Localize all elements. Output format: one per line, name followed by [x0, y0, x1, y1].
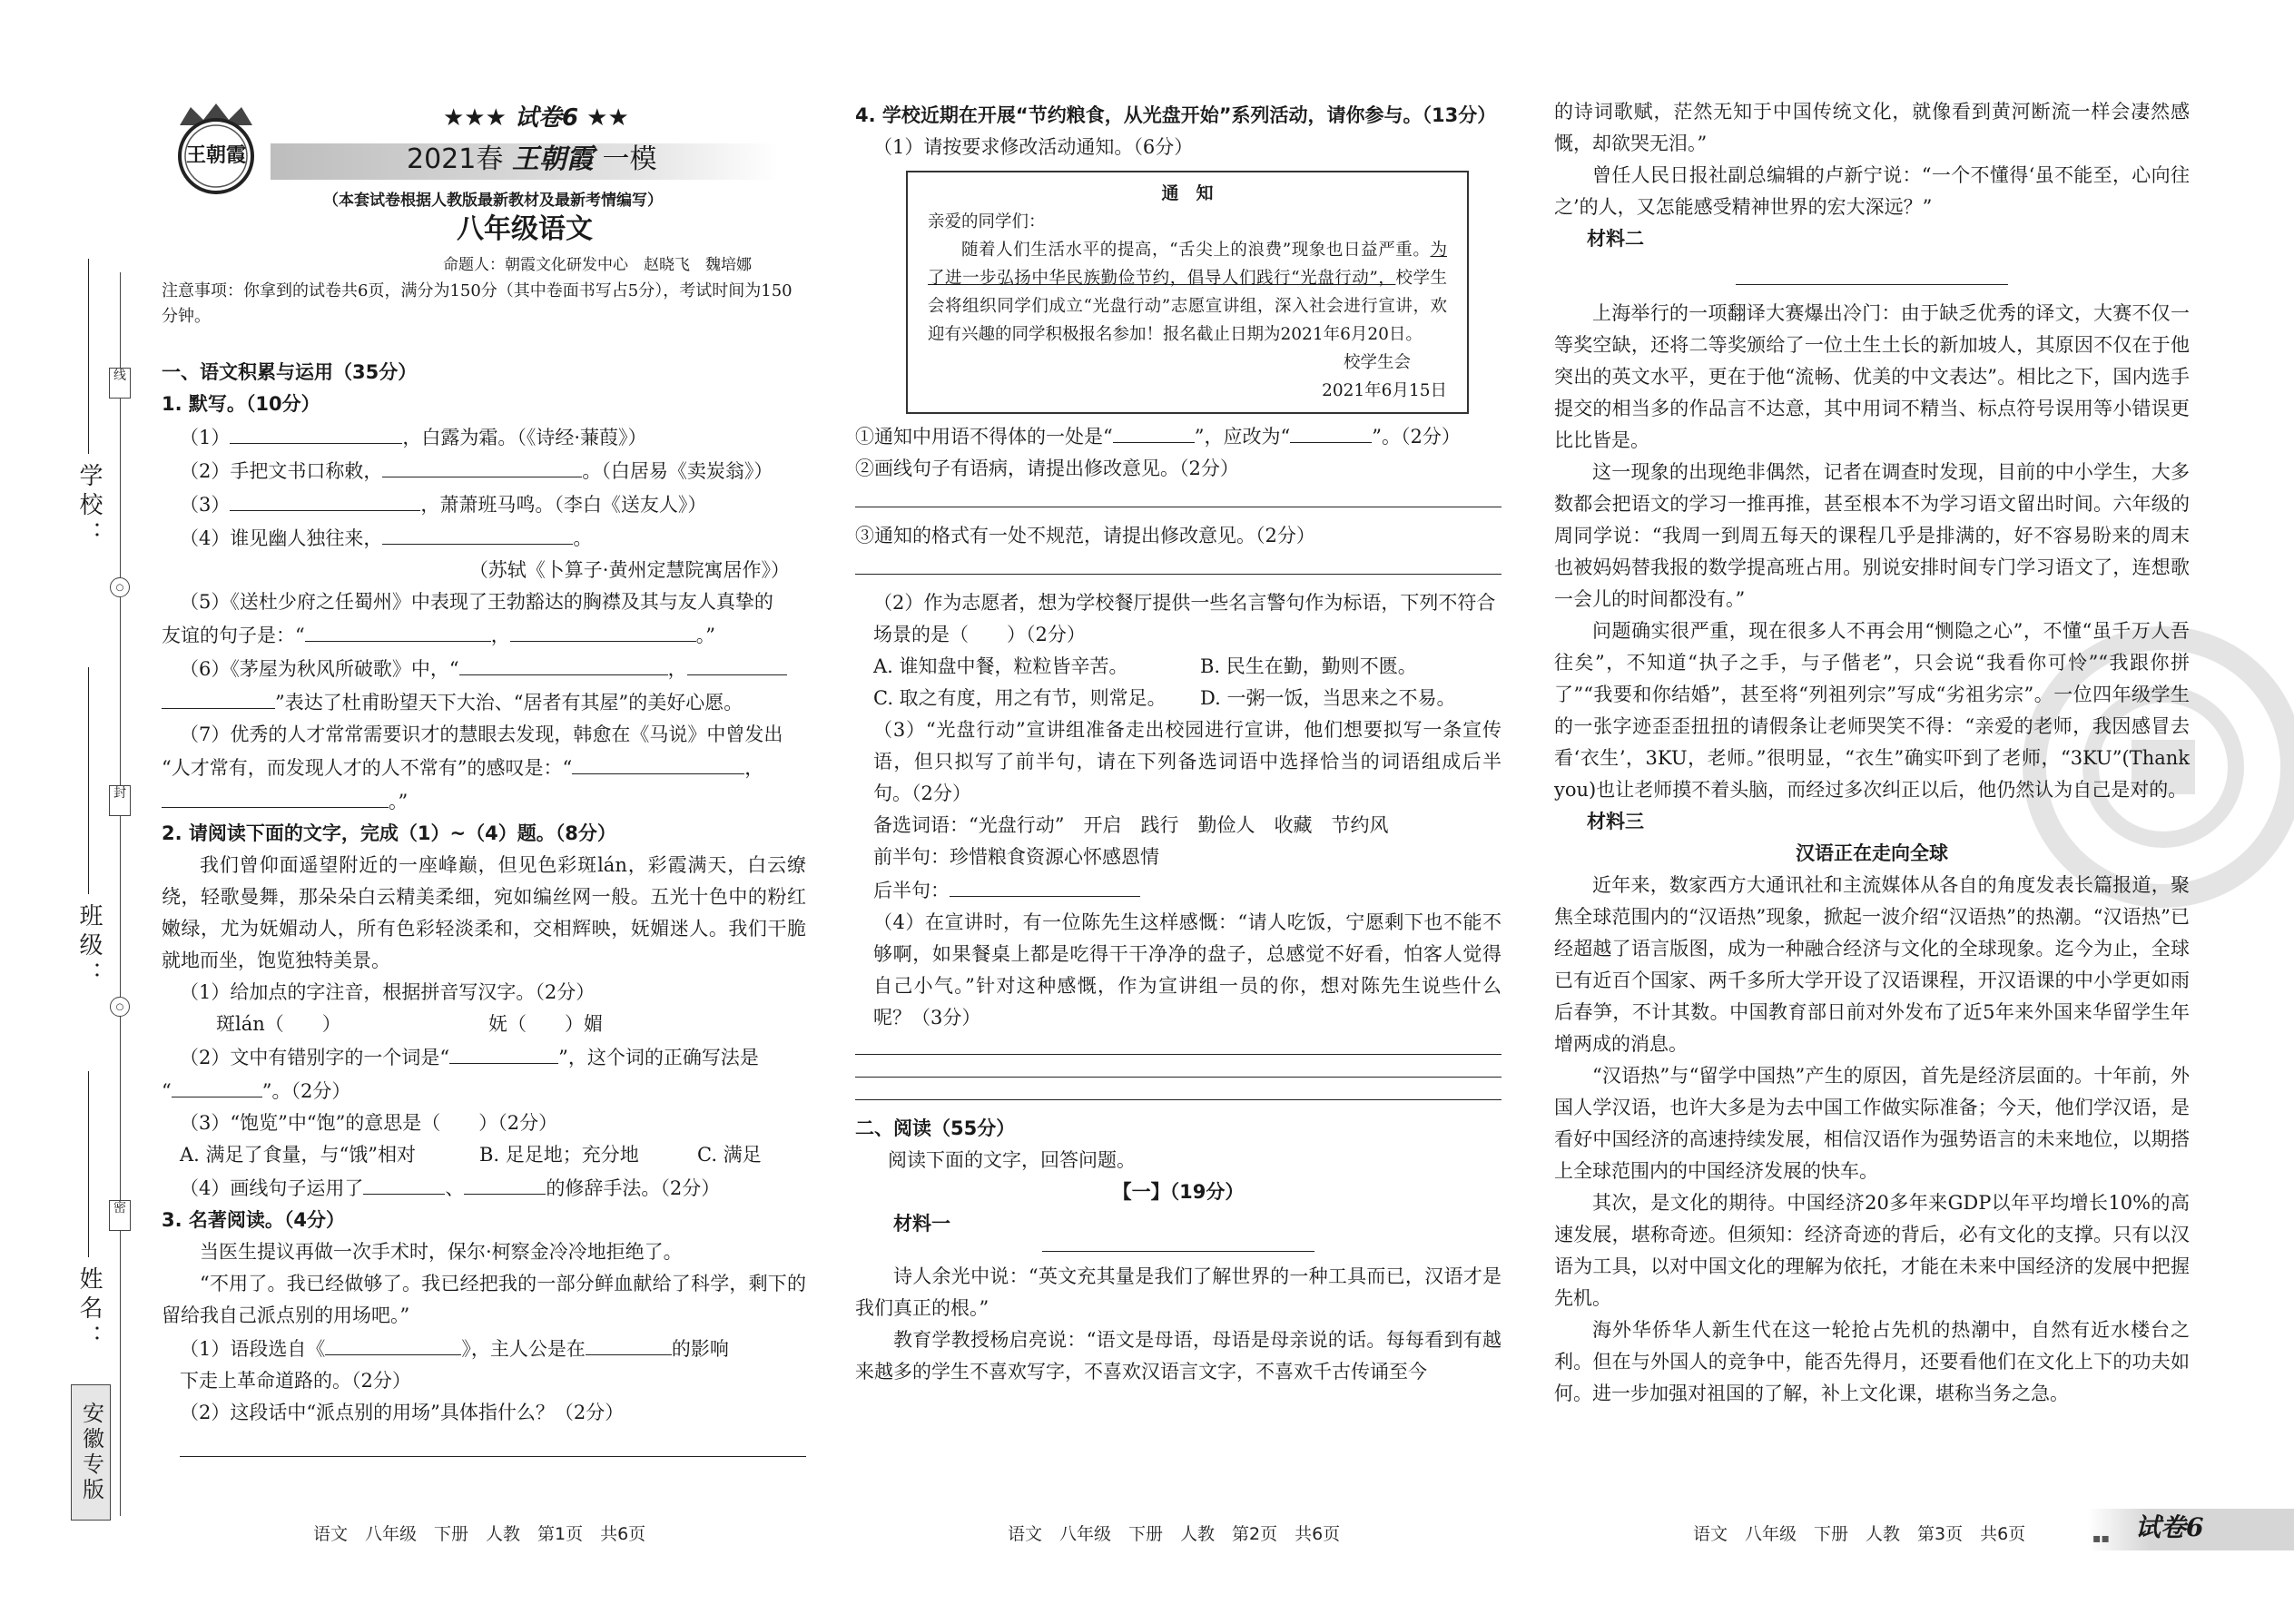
q1-6-blank-1[interactable] — [459, 652, 668, 675]
q4-4: （4）在宣讲时，有一位陈先生这样感慨：“请人吃饭，宁愿剩下也不能不够啊，如果餐桌上都是吃得干干净净的盘子，总感觉不好看，怕客人觉得自己小气。”针对这种感慨，作为宣讲组一员的你，想对陈先生说些什么呢？（3分） — [873, 911, 1501, 1029]
notice-signature: 校学生会 — [1343, 353, 1411, 372]
q4-3-blank[interactable] — [950, 873, 1140, 897]
material-1-p2: 教育学教授杨启亮说：“语文是母语，母语是母亲说的话。每每看到有越来越多的学生不喜欢写字，不喜欢汉语言文字，不喜欢千古传诵至今 — [855, 1329, 1501, 1383]
q2-4: （4）画线句子运用了 、 的修辞手法。（2分） — [162, 1171, 806, 1205]
q1-7-blank-2[interactable] — [162, 784, 389, 808]
subject-title: 八年级语文 — [457, 213, 593, 245]
q4-4-answer-line-2[interactable] — [855, 1077, 1501, 1078]
q1-6-blank-3[interactable] — [162, 685, 275, 709]
notice-date: 2021年6月15日 — [1322, 381, 1447, 400]
class-field[interactable] — [88, 667, 89, 894]
q1-1: （1） ，白露为霜。（《诗经·蒹葭》） — [162, 420, 806, 454]
q2-3-option-c[interactable]: C. 满足 — [697, 1144, 762, 1166]
notice-box — [906, 171, 1469, 414]
footer-page-3: 语文 八年级 下册 人教 第3页 共6页 — [1693, 1524, 2026, 1544]
q3-1: （1）语段选自《 》，主人公是在 的影响 — [162, 1332, 806, 1365]
exam-title-b: 一模 — [602, 143, 657, 175]
material-2-p3: 问题确实很严重，现在很多人不再会用“恻隐之心”，不懂“虽千万人吾往矣”，不知道“执子之手，与子偕老”，只会说“我看你可怜”“我跟你拼了”“我要和你结婚”，甚至将“列祖列宗”写成“劣祖劣宗”。一位四年级学生的一张字迹歪歪扭扭的请假条让老师哭笑不得：“亲爱的老师，我因感冒去看‘衣生’，3KU，老师。”很明显，“衣生”确实吓到了老师，“3KU”(Thank you)也让老师摸不着头脑，而经过多次纠正以后，他仍然认为自己是对的。 — [1554, 620, 2190, 801]
binding-strip — [0, 0, 163, 1624]
q2-title: 2. 请阅读下面的文字，完成（1）~（4）题。（8分） — [162, 822, 616, 844]
q4-3: （3）“光盘行动”宣讲组准备走出校园进行宣讲，他们想要拟写一条宣传语，但只拟写了前半句，请在下列备选词语中选择恰当的词语组成后半句。（2分） — [873, 719, 1501, 804]
authors: 命题人：朝霞文化研发中心 赵晓飞 魏培娜 — [443, 256, 752, 274]
material-2-p1: 上海举行的一项翻译大赛爆出冷门：由于缺乏优秀的译文，大赛不仅一等奖空缺，还将二等奖颁给了一位土生土长的新加坡人，其原因不仅在于他突出的英文水平，更在于他“流畅、优美的中文表达”。相比之下，国内选手提交的相当多的作品言不达意，其中用词不精当、标点符号误用等小错误更比比皆是。 — [1554, 302, 2190, 451]
q3-title: 3. 名著阅读。（4分） — [162, 1209, 346, 1231]
class-label: 班级： — [75, 903, 103, 990]
q1-2-blank[interactable] — [382, 454, 582, 477]
material-1-p3: 曾任人民日报社副总编辑的卢新宁说：“一个不懂得‘虽不能至，心向往之’的人，又怎能感受精神世界的宏大深远？” — [1554, 164, 2190, 218]
q4-1-1: ①通知中用语不得体的一处是“ ”，应改为“ ”。（2分） — [855, 419, 1501, 453]
name-field[interactable] — [88, 1071, 89, 1257]
notes — [162, 279, 806, 330]
q3-1b: 下走上革命道路的。（2分） — [180, 1370, 411, 1392]
notice-greeting: 亲爱的同学们： — [928, 212, 1046, 231]
material-2-heading: 材料二 — [1587, 228, 1644, 250]
q4-2-option-c[interactable]: C. 取之有度，用之有节，则常足。 — [873, 687, 1167, 709]
col1-body — [162, 357, 806, 1470]
material-3-p1: 近年来，数家西方大通讯社和主流媒体从各自的角度发表长篇报道，聚焦全球范围内的“汉语热”现象，掀起一波介绍“汉语热”的热潮。“汉语热”已经超越了语言版图，成为一种融合经济与文化的全球现象。迄今为止，全球已有近百个国家、两千多所大学开设了汉语课程，开汉语课的中小学更如雨后春笋，不计其数。中国教育部日前对外发布了近5年来外国来华留学生年增两成的消息。 — [1554, 874, 2190, 1055]
q2-1-blank-a[interactable]: 斑lán（ ） — [216, 1013, 341, 1035]
material-3-p2: “汉语热”与“留学中国热”产生的原因，首先是经济层面的。十年前，外国人学汉语，也许大多是为去中国工作做实际准备；今天，他们学汉语，是看好中国经济的高速持续发展，相信汉语作为强势语言的未来地位，以期搭上全球范围内的中国经济发展的快车。 — [1554, 1065, 2190, 1182]
logo-text: 王朝霞 — [185, 143, 246, 167]
seal-circle-2: ○ — [110, 997, 130, 1017]
binding-line — [120, 272, 121, 1516]
material-3-heading: 材料三 — [1587, 811, 1644, 832]
logo — [162, 100, 271, 200]
q4-1-2: ②画线句子有语病，请提出修改意见。（2分） — [855, 458, 1239, 479]
q1-6-blank-2[interactable] — [687, 652, 787, 675]
q1-3-blank[interactable] — [230, 487, 420, 511]
q1-7-blank-1[interactable] — [572, 751, 744, 774]
q1-5: 友谊的句子是：“ ， 。” — [162, 618, 806, 652]
edition-label: 安徽专版 — [78, 1402, 104, 1503]
q1-7a: （7）优秀的人才常常需要识才的慧眼去发现，韩愈在《马说》中曾发出 — [180, 723, 783, 745]
q4-4-answer-line-1[interactable] — [855, 1054, 1501, 1055]
material-2-p2: 这一现象的出现绝非偶然，记者在调查时发现，目前的中小学生，大多数都会把语文的学习一推再推，甚至根本不为学习语文留出时间。六年级的周同学说：“我周一到周五每天的课程几乎是排满的，好不容易盼来的周末也被妈妈替我报的数学提高班占用。别说安排时间专门学习语文了，连想歌一会儿的时间都没有。” — [1554, 461, 2190, 610]
q1-4-source: （苏轼《卜算子·黄州定慧院寓居作》） — [468, 559, 790, 581]
q4-2: （2）作为志愿者，想为学校餐厅提供一些名言警句作为标语，下列不符合场景的是（ ）（2分） — [873, 592, 1496, 645]
q1-5-blank-1[interactable] — [305, 618, 491, 642]
notice-title: 通 知 — [1161, 183, 1214, 203]
q2-2-blank-1[interactable] — [449, 1040, 558, 1064]
exam-title — [407, 143, 656, 175]
q1-3: （3） ，萧萧班马鸣。（李白《送友人》） — [162, 487, 806, 521]
q4-4-answer-line-3[interactable] — [855, 1099, 1501, 1100]
q3-2: （2）这段话中“派点别的用场”具体指什么？（2分） — [180, 1402, 625, 1423]
q1-1-blank[interactable] — [230, 420, 402, 444]
q4-2-options-1 — [855, 651, 1501, 683]
star-icon: ★★ — [586, 104, 629, 132]
exam-subtitle: （本套试卷根据人教版最新教材及最新考情编写） — [323, 192, 663, 210]
q4-1-1-blank-1[interactable] — [1113, 419, 1195, 443]
seal-circle-1: ○ — [110, 577, 130, 597]
name-label: 姓名： — [75, 1266, 103, 1353]
exam-title-brand: 王朝霞 — [511, 143, 594, 175]
reading-intro: 阅读下面的文字，回答问题。 — [888, 1149, 1136, 1171]
notes-text: 注意事项：你拿到的试卷共6页，满分为150分（其中卷面书写占5分），考试时间为150分钟。 — [162, 281, 793, 326]
notice-body: 随着人们生活水平的提高，“舌尖上的浪费”现象也日益严重。为了进一步弘扬中华民族勤俭节约，倡导人们践行“光盘行动”，校学生会将组织同学们成立“光盘行动”志愿宣讲组，深入社会进行宣讲，欢迎有兴趣的同学积极报名参加！报名截止日期为2021年6月20日。 — [928, 241, 1447, 344]
star-icon: ★★★ — [443, 104, 507, 132]
q4-2-option-d[interactable]: D. 一粥一饭，当思来之不易。 — [1200, 687, 1456, 709]
footer-page-1: 语文 八年级 下册 人教 第1页 共6页 — [313, 1524, 646, 1544]
q3-2-answer-line[interactable] — [180, 1456, 806, 1457]
edition-box — [71, 1384, 111, 1521]
section-2-heading: 二、阅读（55分） — [855, 1117, 1016, 1139]
column-3 — [1554, 96, 2190, 1410]
section-1-heading: 一、语文积累与运用（35分） — [162, 361, 418, 383]
q1-2: （2）手把文书口称敕， 。（白居易《卖炭翁》） — [162, 454, 806, 487]
q3-passage-1: 当医生提议再做一次手术时，保尔·柯察金冷冷地拒绝了。 — [200, 1241, 683, 1263]
part-1-heading: 【一】（19分） — [1112, 1181, 1245, 1203]
q1-4: （4）谁见幽人独往来， 。 — [162, 521, 806, 555]
q4-1-1-blank-2[interactable] — [1290, 419, 1372, 443]
material-1-title-blank[interactable] — [1042, 1251, 1314, 1252]
footer-page-2: 语文 八年级 下册 人教 第2页 共6页 — [1008, 1524, 1341, 1544]
q2-1-blank-b[interactable]: 妩（ ）媚 — [488, 1013, 603, 1035]
material-3-p4: 海外华侨华人新生代在这一轮抢占先机的热潮中，自然有近水楼台之利。但在与外国人的竞争中，能否先得月，还要看他们在文化上下的功夫如何。进一步加强对祖国的了解，补上文化课，堪称当务之急。 — [1554, 1319, 2190, 1404]
q4-1: （1）请按要求修改活动通知。（6分） — [873, 136, 1194, 158]
q4-3-words: 备选词语：“光盘行动” 开启 践行 勤俭人 收藏 节约风 — [873, 814, 1389, 836]
q4-1-3: ③通知的格式有一处不规范，请提出修改意见。（2分） — [855, 525, 1315, 546]
paper-number-text: 试卷6 — [515, 104, 579, 132]
paper-number — [443, 103, 629, 134]
q1-7: “人才常有，而发现人才的人不常有”的感叹是：“ ， — [162, 751, 806, 784]
notice-underlined-sentence: 为了进一步弘扬中华民族勤俭节约，倡导人们践行“光盘行动”， — [928, 241, 1447, 288]
q1-6: （6）《茅屋为秋风所破歌》中，“ ， — [162, 652, 806, 685]
q4-3-first-half: 前半句：珍惜粮食资源心怀感恩情 — [873, 846, 1159, 868]
q2-3-option-b[interactable]: B. 足足地；充分地 — [479, 1144, 639, 1166]
q2-1-answers — [162, 1009, 806, 1040]
material-3-p3: 其次，是文化的期待。中国经济20多年来GDP以年平均增长10%的高速发展，堪称奇迹。但须知：经济奇迹的背后，必有文化的支撑。只有以汉语为工具，以对中国文化的理解为依托，才能在未来中国经济的发展中把握先机。 — [1554, 1192, 2190, 1309]
q2-4-blank-1[interactable] — [363, 1171, 445, 1195]
q4-2-option-b[interactable]: B. 民生在勤，勤则不匮。 — [1200, 655, 1417, 677]
q2-3-option-a[interactable]: A. 满足了食量，与“饿”相对 — [180, 1144, 416, 1166]
material-2-title-blank[interactable] — [1736, 284, 2008, 285]
q2-4-blank-2[interactable] — [464, 1171, 546, 1195]
corner-paper-number: 试卷6 — [2135, 1512, 2204, 1542]
q1-6b: ”表达了杜甫盼望天下大治、“居者有其屋”的美好心愿。 — [162, 685, 806, 719]
q4-3-second-half: 后半句： — [855, 873, 1501, 907]
q3-1-blank-2[interactable] — [586, 1332, 672, 1355]
q2-3-options — [162, 1139, 806, 1171]
q1-4-blank[interactable] — [382, 521, 573, 545]
exam-title-a: 2021春 — [407, 143, 504, 175]
q1-7b: 。” — [162, 784, 806, 818]
school-field[interactable] — [88, 259, 89, 454]
column-2 — [855, 100, 1501, 1388]
q2-2-blank-2[interactable] — [172, 1074, 262, 1097]
q1-title: 1. 默写。（10分） — [162, 393, 320, 415]
seal-mark-1: 线 — [109, 368, 131, 399]
q4-2-option-a[interactable]: A. 谁知盘中餐，粒粒皆辛苦。 — [873, 655, 1128, 677]
seal-mark-3: 密 — [109, 1200, 131, 1231]
q4-1-3-answer-line[interactable] — [855, 574, 1501, 575]
material-3-title: 汉语正在走向全球 — [1796, 842, 1948, 864]
q4-2-options-2 — [855, 683, 1501, 714]
q1-5-blank-2[interactable] — [510, 618, 696, 642]
school-label: 学校： — [75, 463, 103, 550]
material-1-cont: 的诗词歌赋，茫然无知于中国传统文化，就像看到黄河断流一样会凄然感慨，却欲哭无泪。” — [1554, 101, 2190, 154]
q3-passage-2: “不用了。我已经做够了。我已经把我的一部分鲜血献给了科学，剩下的留给我自己派点别的用场吧。” — [162, 1273, 806, 1326]
q3-1-blank-1[interactable] — [325, 1332, 461, 1355]
q2-3: （3）“饱览”中“饱”的意思是（ ）（2分） — [180, 1112, 558, 1134]
q2-passage: 我们曾仰面遥望附近的一座峰巅，但见色彩斑lán，彩霞满天，白云缭绕，轻歌曼舞，那朵朵白云精美柔细，宛如编丝网一般。五光十色中的粉红嫩绿，尤为妩媚动人，所有色彩轻淡柔和，交相辉映，妩媚迷人。我们干脆就地而坐，饱览独特美景。 — [162, 854, 806, 971]
q1-5a: （5）《送杜少府之任蜀州》中表现了王勃豁达的胸襟及其与友人真挚的 — [180, 591, 773, 613]
material-1-p1: 诗人余光中说：“英文充其量是我们了解世界的一种工具而已，汉语才是我们真正的根。” — [855, 1265, 1501, 1319]
seal-mark-2: 封 — [109, 785, 131, 816]
q2-2b: “ ”。（2分） — [162, 1074, 806, 1107]
corner-squares-icon: ▪▪ — [2092, 1531, 2110, 1546]
q4-title: 4. 学校近期在开展“节约粮食，从光盘开始”系列活动，请你参与。（13分） — [855, 104, 1497, 126]
material-1-heading: 材料一 — [893, 1213, 950, 1235]
q2-2: （2）文中有错别字的一个词是“ ”，这个词的正确写法是 — [162, 1040, 806, 1074]
q2-1: （1）给加点的字注音，根据拼音写汉字。（2分） — [180, 981, 596, 1003]
